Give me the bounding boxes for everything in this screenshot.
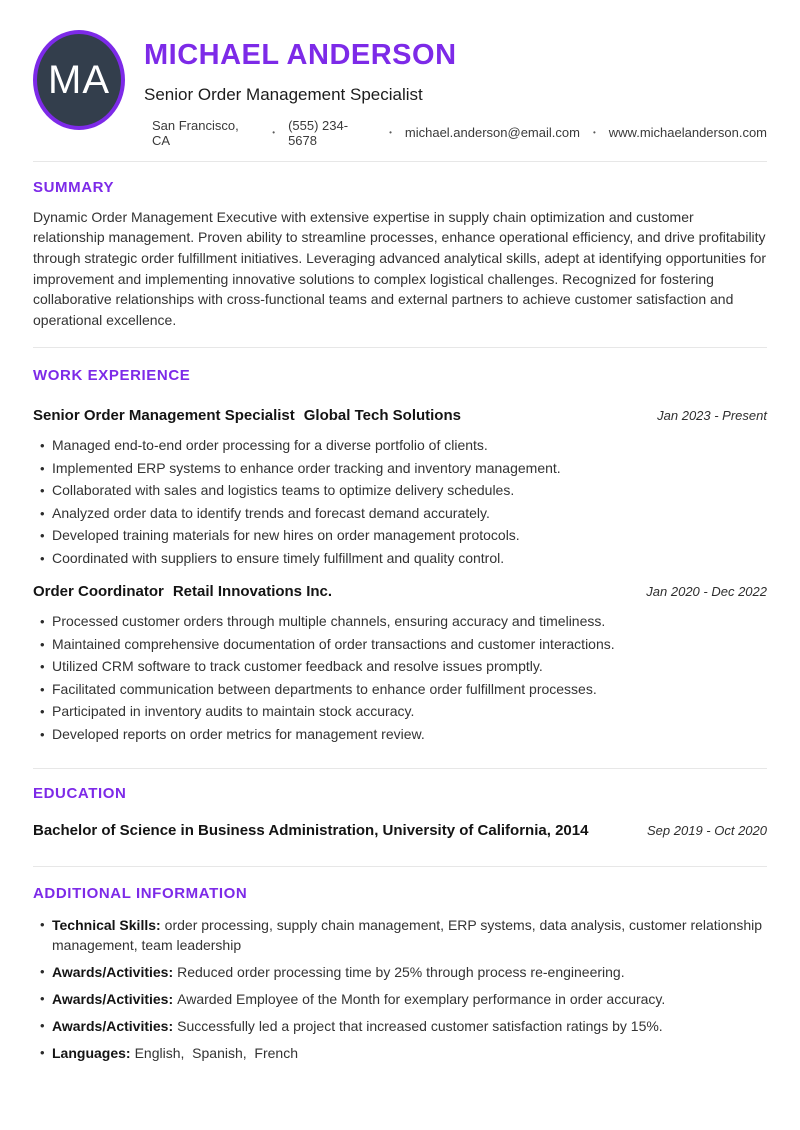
job-bullet-list (33, 612, 767, 744)
info-label: Awards/Activities: (52, 964, 174, 981)
job-bullet: • Coordinated with suppliers to ensure timely fulfillment and quality control. (33, 549, 767, 569)
job-bullet: • Implemented ERP systems to enhance order tracking and inventory management. (33, 459, 767, 479)
additional-information-heading: ADDITIONAL INFORMATION (33, 885, 248, 903)
job-bullet: • Maintained comprehensive documentation of order transactions and customer interactions. (33, 635, 767, 655)
job-header-row (33, 407, 767, 425)
contact-phone: (555) 234-5678 (288, 117, 349, 148)
section-additional-information (33, 885, 767, 1063)
info-text: Reduced order processing time by 25% through process re-engineering. (177, 964, 625, 981)
job-bullet: • Developed reports on order metrics for management review. (33, 725, 767, 745)
section-divider (33, 347, 767, 348)
job-dates: Jan 2020 - Dec 2022 (646, 584, 767, 600)
info-item (33, 962, 767, 982)
info-text: order processing, supply chain management, ERP systems, data analysis, customer relationship management, team leadership (52, 917, 766, 954)
info-text: English, Spanish, French (134, 1045, 298, 1062)
job-title: Order Coordinator (33, 583, 164, 601)
job-bullet: • Developed training materials for new hires on order management protocols. (33, 526, 767, 546)
info-label: Awards/Activities: (52, 991, 174, 1008)
info-label: Languages: (52, 1045, 131, 1062)
job-bullet: • Processed customer orders through multiple channels, ensuring accuracy and timeliness. (33, 612, 767, 632)
additional-info-list (33, 915, 767, 1063)
info-text: Awarded Employee of the Month for exemplary performance in order accuracy. (177, 991, 666, 1008)
contact-location: San Francisco, CA (152, 117, 239, 148)
job-title-company (33, 407, 461, 425)
info-label: Awards/Activities: (52, 1018, 174, 1035)
job-entry (33, 407, 767, 568)
job-bullet: • Utilized CRM software to track customer feedback and resolve issues promptly. (33, 657, 767, 677)
education-entry (33, 822, 767, 839)
info-item (33, 1043, 767, 1063)
job-title: Senior Order Management Specialist (33, 407, 295, 425)
section-work-experience (33, 367, 767, 744)
summary-heading: SUMMARY (33, 178, 115, 196)
header-text (125, 30, 767, 148)
contact-separator-icon: • (592, 128, 596, 138)
contact-email[interactable]: michael.anderson@email.com (404, 125, 580, 141)
education-heading: EDUCATION (33, 785, 127, 803)
job-bullet: • Managed end-to-end order processing for a diverse portfolio of clients. (33, 436, 767, 456)
avatar-initials: MA (48, 57, 110, 102)
contact-separator-icon: • (272, 128, 276, 138)
info-item (33, 915, 767, 955)
info-item (33, 1016, 767, 1036)
candidate-title: Senior Order Management Specialist (144, 84, 423, 104)
education-degree: Bachelor of Science in Business Administration, University of California, 2014 (33, 822, 589, 840)
section-divider (33, 768, 767, 769)
job-dates: Jan 2023 - Present (657, 408, 767, 424)
contact-website[interactable]: www.michaelanderson.com (608, 125, 767, 141)
contact-separator-icon: • (389, 128, 392, 138)
info-item (33, 989, 767, 1009)
section-education (33, 785, 767, 839)
contact-row (152, 118, 767, 148)
education-dates: Sep 2019 - Oct 2020 (647, 823, 767, 839)
section-summary (33, 179, 767, 331)
job-header-row (33, 583, 767, 601)
job-company: Retail Innovations Inc. (172, 583, 333, 601)
avatar (33, 30, 125, 130)
info-text: Successfully led a project that increased customer satisfaction ratings by 15%. (177, 1018, 663, 1035)
section-divider (33, 866, 767, 867)
job-bullet: • Facilitated communication between departments to enhance order fulfillment processes. (33, 680, 767, 700)
job-company: Global Tech Solutions (303, 407, 461, 425)
job-bullet: • Analyzed order data to identify trends and forecast demand accurately. (33, 504, 767, 524)
job-bullet: • Participated in inventory audits to maintain stock accuracy. (33, 702, 767, 722)
section-divider (33, 161, 767, 162)
summary-text: Dynamic Order Management Executive with extensive expertise in supply chain optimization and customer relationship management. Proven ability to streamline processes, enhance operational efficiency, and drive profitability through strategic order fulfillment initiatives. Leveraging advanced analytical skills, adept at identifying opportunities for improvement and implementing innovative solutions to complex logistical challenges. Recognized for fostering collaborative relationships with cross-functional teams and external partners to achieve customer satisfaction and operational excellence. (33, 208, 767, 328)
job-entry (33, 583, 767, 744)
resume-header (33, 30, 767, 148)
job-bullet-list (33, 436, 767, 568)
candidate-name: MICHAEL ANDERSON (144, 39, 457, 71)
work-experience-heading: WORK EXPERIENCE (33, 367, 191, 385)
job-title-company (33, 583, 332, 601)
info-label: Technical Skills: (52, 917, 161, 934)
job-bullet: • Collaborated with sales and logistics teams to optimize delivery schedules. (33, 481, 767, 501)
